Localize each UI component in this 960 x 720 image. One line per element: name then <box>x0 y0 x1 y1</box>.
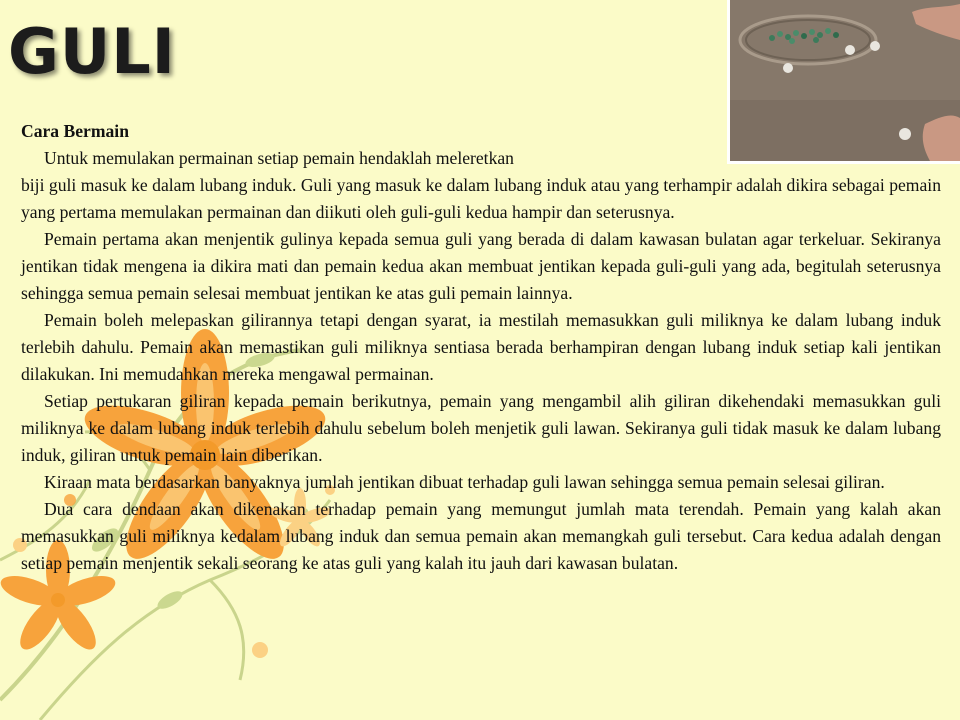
paragraph: Pemain pertama akan menjentik gulinya kepada semua guli yang berada di dalam kawasan bulatan agar terkeluar. Sekiranya jentikan tidak mengena ia dikira mati dan pemain kedua akan membuat jentikan kepada guli-guli yang ada, begitulah seterusnya sehingga semua pemain selesai membuat jentikan ke atas guli pemain lainnya. <box>21 229 941 303</box>
paragraph: Dua cara dendaan akan dikenakan terhadap pemain yang memungut jumlah mata terendah. Pemain yang kalah akan memasukkan guli miliknya kedalam lubang induk dan semua pemain akan memangkah guli tersebut. Cara kedua adalah dengan setiap pemain menjentik sekali seorang ke atas guli yang kalah itu jauh dari kawasan bulatan. <box>21 499 941 573</box>
paragraph: Kiraan mata berdasarkan banyaknya jumlah jentikan dibuat terhadap guli lawan sehingga semua pemain selesai giliran. <box>44 472 885 492</box>
body-text <box>21 118 941 577</box>
slide-title: GULI <box>8 15 176 88</box>
paragraph: Setiap pertukaran giliran kepada pemain berikutnya, pemain yang mengambil alih giliran dikehendaki memasukkan guli miliknya ke dalam lubang induk terlebih dahulu sebelum boleh menjetik guli lawan. Sekiranya guli tidak masuk ke dalam lubang induk, giliran untuk pemain lain diberikan. <box>21 391 941 465</box>
paragraph: Pemain boleh melepaskan gilirannya tetapi dengan syarat, ia mestilah memasukkan guli miliknya ke dalam lubang induk terlebih dahulu. Pemain akan memastikan guli miliknya sentiasa berada berhampiran dengan lubang induk setiap kali jentikan dilakukan. Ini memudahkan mereka mengawal permainan. <box>21 310 941 384</box>
section-heading: Cara Bermain <box>21 121 129 141</box>
paragraph: biji guli masuk ke dalam lubang induk. Guli yang masuk ke dalam lubang induk atau yang terhampir adalah dikira sebagai pemain yang pertama memulakan permainan dan diikuti oleh guli-guli kedua hampir dan seterusnya. <box>21 175 941 222</box>
paragraph: Untuk memulakan permainan setiap pemain hendaklah meleretkan <box>44 148 514 168</box>
